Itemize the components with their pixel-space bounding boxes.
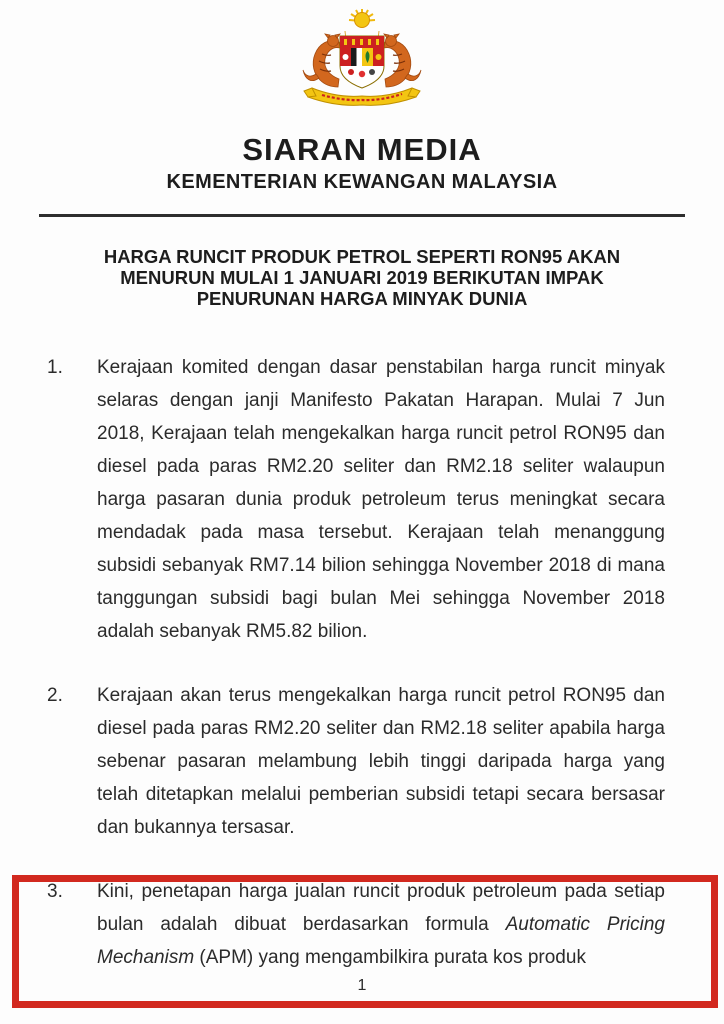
paragraph-text: Kini, penetapan harga jualan runcit produk petroleum pada setiap bulan adalah dibuat berdasarkan formula Automatic Pricing Mechanism (APM) yang mengambilkira purata kos produk <box>97 881 665 968</box>
paragraph-item <box>47 351 665 648</box>
paragraph-number: 2. <box>47 685 63 706</box>
headline-line: HARGA RUNCIT PRODUK PETROL SEPERTI RON95 AKAN <box>103 246 621 267</box>
page-number: 1 <box>357 977 367 994</box>
paragraph-item <box>47 679 665 844</box>
press-release-headline <box>0 246 724 309</box>
headline-line: PENURUNAN HARGA MINYAK DUNIA <box>196 288 528 309</box>
paragraph-number: 1. <box>47 357 63 378</box>
paragraph-number: 3. <box>47 881 63 902</box>
ministry-name: KEMENTERIAN KEWANGAN MALAYSIA <box>166 171 558 193</box>
malaysia-coat-of-arms-icon <box>0 0 724 108</box>
paragraph-item <box>47 875 665 974</box>
header-divider <box>39 214 685 217</box>
paragraph-text: Kerajaan komited dengan dasar penstabilan harga runcit minyak selaras dengan janji Manifesto Pakatan Harapan. Mulai 7 Jun 2018, Kerajaan telah mengekalkan harga runcit petrol RON95 dan diesel pada paras RM2.20 seliter dan RM2.18 seliter walaupun harga pasaran dunia produk petroleum terus meningkat secara mendadak pada masa tersebut. Kerajaan telah menanggung subsidi sebanyak RM7.14 bilion sehingga November 2018 di mana tanggungan subsidi bagi bulan Mei sehingga November 2018 adalah sebanyak RM5.82 bilion. <box>97 357 665 642</box>
paragraph-text: Kerajaan akan terus mengekalkan harga runcit petrol RON95 dan diesel pada paras RM2.20 seliter dan RM2.18 seliter apabila harga sebenar pasaran melambung lebih tinggi daripada harga yang telah ditetapkan melalui pemberian subsidi tetapi secara bersasar dan bukannya tersasar. <box>97 685 665 838</box>
document-body <box>0 351 724 974</box>
headline-line: MENURUN MULAI 1 JANUARI 2019 BERIKUTAN IMPAK <box>120 267 604 288</box>
document-type-title: SIARAN MEDIA <box>242 132 482 167</box>
